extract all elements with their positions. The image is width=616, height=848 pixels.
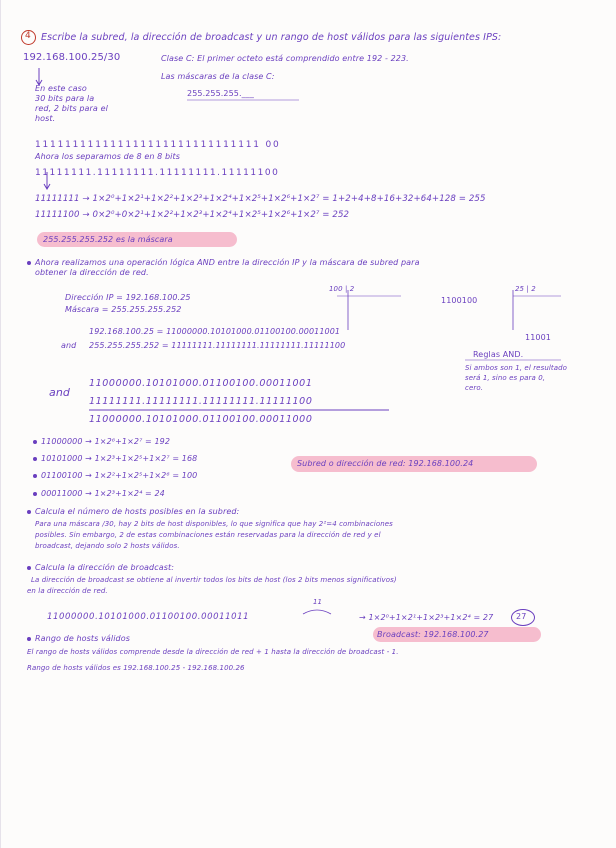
bullet [33,457,37,461]
operation-row-2: 11111111.11111111.11111111.11111100 [89,396,313,407]
result-octet-4: 00011000 → 1×2³+1×2⁴ = 24 [41,489,165,498]
separate-note: Ahora los separamos de 8 en 8 bits [35,152,181,161]
broadcast-line-1: La dirección de broadcast se obtiene al invertir todos los bits de host (los 2 bits menos significativos) [31,576,397,584]
ip-address: 192.168.100.25/30 [23,52,121,63]
bracket-label: 11 [313,598,323,606]
bullet [27,261,31,265]
and-rules-title: Reglas AND. [473,350,524,359]
class-line-2: Las máscaras de la clase C: [161,72,275,81]
division-result-25: 11001 [525,333,551,342]
arrow-note-4: host. [35,114,56,123]
bullet [27,510,31,514]
division-25: 25 | 2 [515,285,536,293]
and-rules-2: será 1, sino es para 0, [465,374,546,382]
bullet [33,474,37,478]
arrow-note-1: En este caso [35,84,87,93]
bits-row-1: 111111111111111111111111111111 00 [35,140,281,150]
broadcast-binary: 11000000.10101000.01100100.00011011 [47,612,250,622]
result-octet-2: 10101000 → 1×2³+1×2⁵+1×2⁷ = 168 [41,454,198,463]
mask-result: 255.255.255.252 es la máscara [43,235,173,244]
result-octet-1: 11000000 → 1×2⁶+1×2⁷ = 192 [41,437,171,446]
calc-line-2: 11111100 → 0×2⁰+0×2¹+1×2²+1×2³+1×2⁴+1×2⁵+1×2⁶+1×2⁷ = 252 [35,210,350,220]
hosts-line-2: posibles. Sin embargo, 2 de estas combinaciones están reservadas para la dirección de red y el [35,531,381,539]
division-100: 100 | 2 [329,285,355,293]
result-octet-3: 01100100 → 1×2²+1×2⁵+1×2⁶ = 100 [41,471,198,480]
hosts-line-3: broadcast, dejando solo 2 hosts válidos. [35,542,180,550]
and-intro-1: Ahora realizamos una operación lógica AND entre la dirección IP y la máscara de subred para [35,258,420,267]
arrow-note-3: red, 2 bits para el [35,104,108,113]
and-word-2: and [49,386,70,399]
range-line-2: Rango de hosts válidos es 192.168.100.25 - 192.168.100.26 [27,664,245,672]
arrow-note-2: 30 bits para la [35,94,95,103]
ip-label: Dirección IP = 192.168.100.25 [65,293,191,302]
broadcast-calc: → 1×2⁰+1×2¹+1×2³+1×2⁴ = 27 [359,613,494,622]
mask-label: Máscara = 255.255.255.252 [65,305,182,314]
class-mask: 255.255.255.___ [187,89,254,98]
range-line-1: El rango de hosts válidos comprende desde la dirección de red + 1 hasta la dirección de broadcast - 1. [27,648,399,656]
question-number: 4 [25,31,31,41]
bullet [27,566,31,570]
operation-row-1: 11000000.10101000.01100100.00011001 [89,378,313,389]
broadcast-title: Calcula la dirección de broadcast: [35,563,175,572]
hosts-line-1: Para una máscara /30, hay 2 bits de host disponibles, lo que significa que hay 2²=4 combinaciones [35,520,393,528]
bits-row-2: 11111111.11111111.11111111.11111100 [35,168,280,178]
and-rules-3: cero. [465,384,484,392]
page-title: Escribe la subred, la dirección de broadcast y un rango de host válidos para las siguientes IPS: [41,32,502,43]
class-line-1: Clase C: El primer octeto está comprendido entre 192 - 223. [161,54,409,63]
bullet [33,440,37,444]
calc-line-1: 11111111 → 1×2⁰+1×2¹+1×2²+1×2³+1×2⁴+1×2⁵+1×2⁶+1×2⁷ = 1+2+4+8+16+32+64+128 = 255 [35,194,486,204]
range-title: Rango de hosts válidos [35,634,130,643]
hosts-title: Calcula el número de hosts posibles en la subred: [35,507,240,516]
bullet [33,492,37,496]
and-word: and [61,341,77,350]
subnet-result: Subred o dirección de red: 192.168.100.24 [297,459,474,468]
bullet [27,637,31,641]
operation-result: 11000000.10101000.01100100.00011000 [89,414,313,425]
and-intro-2: obtener la dirección de red. [35,268,149,277]
broadcast-line-2: en la dirección de red. [27,587,108,595]
and-rules-1: Si ambos son 1, el resultado [465,364,568,372]
broadcast-result: Broadcast: 192.168.100.27 [377,630,489,639]
binary-ip: 192.168.100.25 = 11000000.10101000.01100100.00011001 [89,327,341,336]
division-result-100: 1100100 [441,296,478,305]
binary-mask: 255.255.255.252 = 11111111.11111111.11111111.11111100 [89,341,346,350]
circled-27: 27 [516,612,527,621]
